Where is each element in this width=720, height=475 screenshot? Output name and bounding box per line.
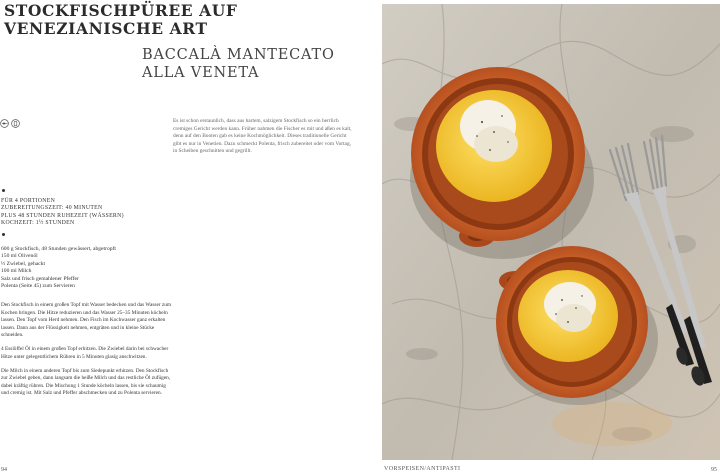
section-label: VORSPEISEN/ANTIPASTI — [384, 466, 461, 472]
right-page — [362, 0, 720, 475]
bullet-dot — [2, 233, 5, 236]
bullet-dot — [2, 189, 5, 192]
food-photo — [382, 4, 720, 460]
allergen-milk-icon — [11, 119, 20, 128]
method-step: 4 Esslöffel Öl in einem großen Topf erhitzen. Die Zwiebel darin bei schwacher Hitze unter gelegentlichem Rühren in 5 Minuten glasig anschwitzen. — [1, 346, 169, 360]
prep-time: ZUBEREITUNGSZEIT: 40 MINUTEN — [1, 205, 103, 212]
ingredient-item: 600 g Stockfisch, 48 Stunden gewässert, abgetropft — [1, 246, 116, 252]
ingredient-item: Salz und frisch gemahlener Pfeffer — [1, 275, 79, 282]
polenta-baccala-photo — [382, 4, 720, 460]
ingredient-item: 150 ml Olivenöl — [1, 253, 38, 260]
page-number-left: 94 — [1, 467, 7, 473]
recipe-intro: Es ist schon erstaunlich, dass aus hartem, salzigem Stockfisch so ein herrlich cremiges Gericht werden kann. Früher nahmen die Fischer es mit und aßen es kalt, denn auf den Booten gab es keine Kochmöglichkeit. Dieses traditionelle Gericht gibt es nur in Venetien. Dazu schmeckt Polenta, frisch zubereitet oder vom Vortag, in Scheiben geschnitten und gegrillt. — [173, 118, 352, 155]
recipe-title-italian: BACCALÀ MANTECATO ALLA VENETA — [142, 47, 335, 81]
recipe-title-german: STOCKFISCHPÜREE AUF VENEZIANISCHE ART — [4, 1, 238, 38]
ingredient-item: Polenta (Seite 45) zum Servieren — [1, 283, 75, 290]
method-steps — [1, 302, 173, 404]
allergen-fish-icon — [0, 119, 9, 128]
page-number-right: 95 — [711, 467, 717, 473]
cook-time: KOCHZEIT: 1½ STUNDEN — [1, 220, 75, 227]
allergen-icons — [0, 119, 20, 128]
ingredient-item: 100 ml Milch — [1, 268, 32, 275]
ingredient-list — [1, 246, 181, 290]
method-step: Den Stockfisch in einem großen Topf mit Wasser bedecken und das Wasser zum Kochen bringen. Die Hitze reduzieren und das Wasser 25–35 Minuten köcheln lassen. Den Topf vom Herd nehmen. Den Fisch im Kochwasser ganz erkalten lassen. Dann aus der Flüssigkeit nehmen, entgräten und in kleine Stücke schneiden. — [1, 302, 172, 338]
rest-time: PLUS 48 STUNDEN RUHEZEIT (WÄSSERN) — [1, 212, 124, 219]
method-step: Die Milch in einem anderen Topf bis zum Siedepunkt erhitzen. Den Stockfisch zur Zwiebel geben, dann langsam die heiße Milch und das restliche Öl zufügen, dabei kräftig rühren. Die Mischung 1 Stunde köcheln lassen, bis sie schaumig und cremig ist. Mit Salz und Pfeffer abschmecken und zu Polenta servieren. — [1, 367, 171, 396]
ingredient-item: ½ Zwiebel, gehackt — [1, 260, 46, 267]
recipe-meta — [1, 198, 181, 228]
servings: FÜR 4 PORTIONEN — [1, 198, 56, 204]
